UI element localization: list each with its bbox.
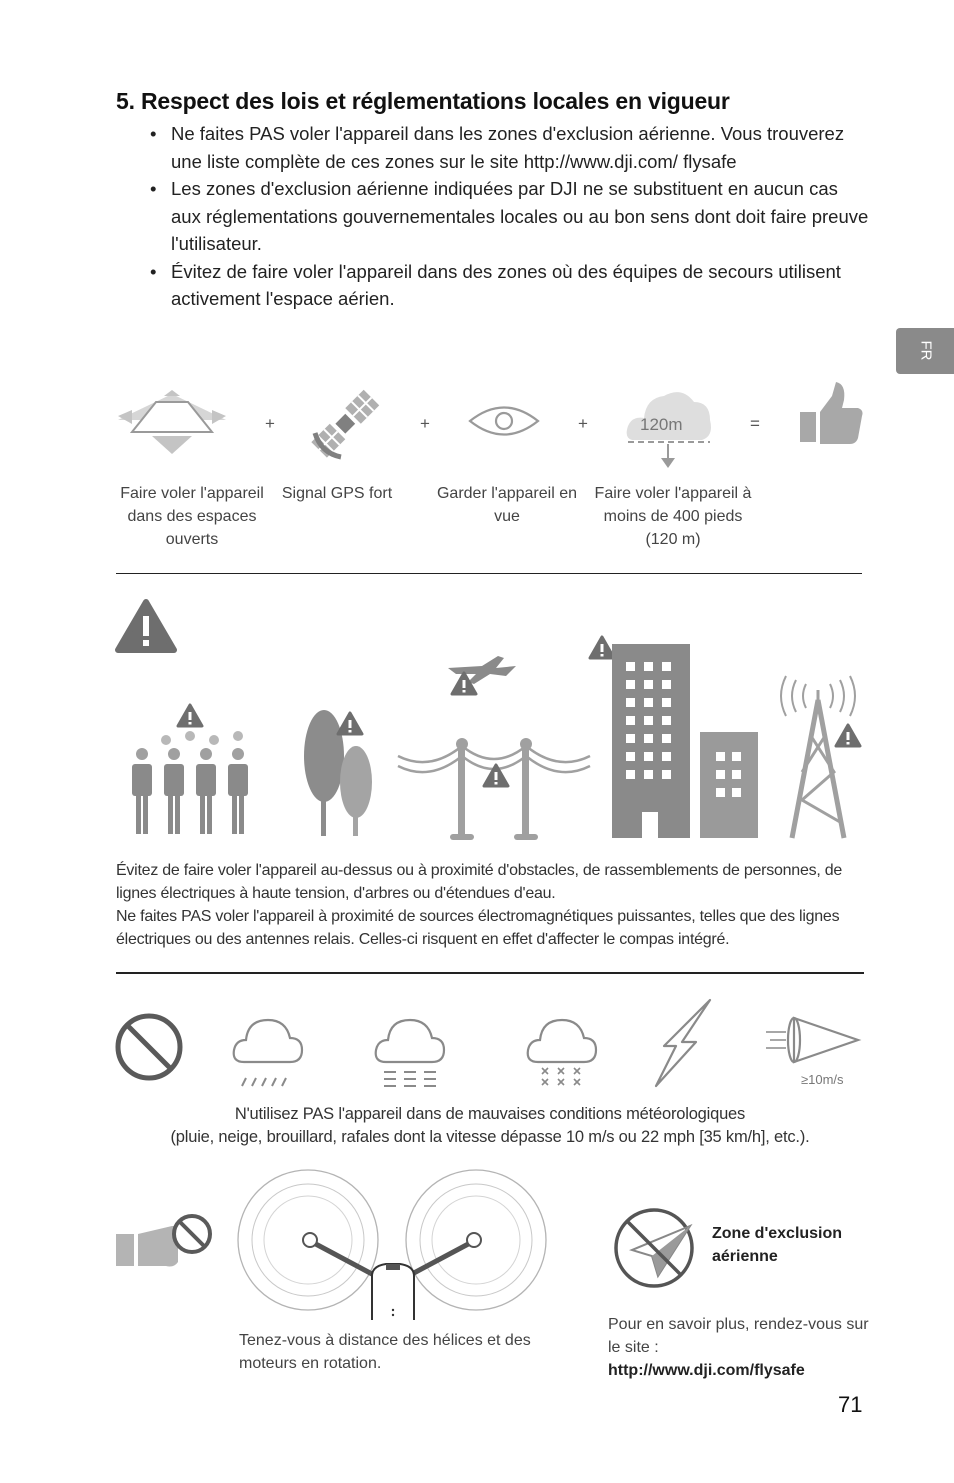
thumbs-up-icon — [798, 382, 864, 446]
caption-altitude: Faire voler l'appareil à moins de 400 pieds (120 m) — [594, 485, 752, 548]
language-tab: FR — [896, 328, 954, 374]
plus-operator: + — [578, 414, 588, 433]
page-number: 71 — [838, 1392, 863, 1417]
wind-speed-label: ≥10m/s — [801, 1072, 844, 1087]
bullet-item: • Les zones d'exclusion aérienne indiquées par DJI ne se substituent en aucun cas aux réglementations gouvernementales locales ou au bon sens dont doit faire preuve l'utilisateur. — [150, 178, 869, 254]
power-lines-icon — [398, 738, 590, 840]
flysafe-link[interactable]: http://www.dji.com/flysafe — [608, 1362, 805, 1379]
obstacles-text: Évitez de faire voler l'appareil au-dessus ou à proximité d'obstacles, de rassemblements de personnes, de lignes électriques à haute tension, d'arbres ou d'étendues d'eau. Ne faites PAS voler l'appareil à proximité de sources électromagnétiques puissantes, telles que des lignes électriques ou des antennes relais. Celles-ci risquent en effet d'affecter le compas intégré. — [116, 862, 843, 948]
fog-icon — [372, 1016, 448, 1088]
caption-gps: Signal GPS fort — [281, 485, 393, 502]
warning-large-icon — [118, 602, 174, 650]
altitude-label: 120m — [640, 415, 683, 434]
eye-icon — [468, 400, 540, 442]
drone-propellers-illustration — [236, 1164, 552, 1320]
caption-open-space: Faire voler l'appareil dans des espaces ouverts — [120, 485, 264, 548]
no-hand-icon — [114, 1212, 214, 1270]
crowd-icon — [132, 705, 248, 834]
propeller-caption: Tenez-vous à distance des hélices et des moteurs en rotation. — [239, 1332, 531, 1372]
nofly-info: Pour en savoir plus, rendez-vous sur le site : http://www.dji.com/flysafe — [608, 1313, 870, 1382]
rain-icon — [230, 1016, 306, 1088]
open-space-icon — [112, 390, 232, 460]
weather-caption: N'utilisez PAS l'appareil dans de mauvaises conditions météorologiques (pluie, neige, brouillard, rafales dont la vitesse dépasse 10 m/s ou 22 mph [35 km/h], etc.). — [170, 1105, 810, 1146]
plus-operator: + — [420, 414, 430, 433]
trees-icon — [304, 710, 372, 836]
caption-line-of-sight: Garder l'appareil en vue — [436, 485, 578, 525]
bullet-list — [150, 120, 870, 313]
equals-operator: = — [750, 414, 760, 433]
bullet-item: • Ne faites PAS voler l'appareil dans les zones d'exclusion aérienne. Vous trouverez une liste complète de ces zones sur le site http://www.dji.com/ flysafe — [150, 123, 845, 172]
no-fly-zone-title: Zone d'exclusion aérienne — [712, 1225, 843, 1265]
no-fly-zone-icon — [612, 1206, 696, 1290]
snow-icon — [524, 1016, 600, 1088]
windsock-icon — [762, 1012, 862, 1068]
obstacles-illustration — [112, 596, 862, 846]
divider — [116, 972, 864, 974]
bullet-item: • Évitez de faire voler l'appareil dans des zones où des équipes de secours utilisent activement l'espace aérien. — [150, 260, 841, 309]
lightning-icon — [652, 996, 718, 1090]
section-heading: 5. Respect des lois et réglementations locales en vigueur — [116, 88, 730, 114]
gps-satellite-icon — [305, 385, 387, 461]
buildings-icon — [590, 637, 758, 838]
antenna-tower-icon — [781, 676, 860, 838]
divider — [116, 573, 862, 574]
plus-operator: + — [265, 414, 275, 433]
airplane-icon — [448, 656, 516, 694]
prohibited-icon — [114, 1012, 184, 1082]
